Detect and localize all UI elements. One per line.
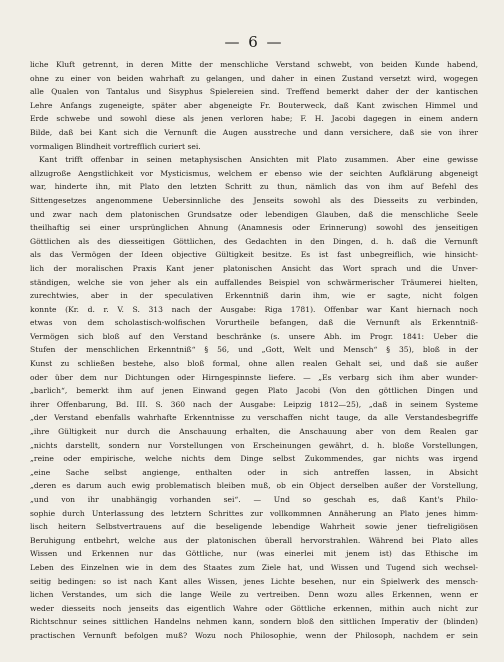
text-line: Leben des Einzelnen wie in dem des Staates zum Ziele hat, und Wissen und Tugend sich wechsel- — [30, 562, 478, 572]
text-line: lichen Verstandes, um sich die lange Weile zu vertreiben. Denn wozu alles Erkennen, wenn er — [30, 590, 478, 600]
text-line: war, hinderte ihn, mit Plato den letzten Schritt zu thun, nämlich das von ihm auf Befehl des — [30, 182, 478, 192]
text-line: seitig bedingen: so ist nach Kant alles Wissen, jenes Lichte besehen, nur ein Spielwerk des mensch- — [30, 576, 478, 586]
text-line: allzugroße Aengstlichkeit vor Mysticismus, welchem er ebenso wie der seichten Aufklärung abgeneigt — [30, 168, 478, 178]
text-line: Bilde, daß bei Kant sich die Vernunft die Augen ausstreche und dann versichere, daß sie von ihrer — [30, 127, 478, 137]
text-line: „reine oder empirische, welche nichts dem Dinge selbst Zukommendes, gar nichts was irgend — [30, 454, 478, 464]
text-line: zurechtwies, aber in der speculativen Erkenntniß darin ihm, wie er sagte, nicht folgen — [30, 291, 478, 301]
text-line: lisch heitern Selbstvertrauens auf die beseligende lebendige Wahrheit sowie jener tiefreligiösen — [30, 522, 478, 532]
text-line: Lehre Anfangs zugeneigte, später aber abgeneigte Fr. Bouterweck, daß Kant zwischen Himmel und — [30, 100, 478, 110]
text-line: Göttlichen als des diesseitigen Göttlichen, des Gedachten in den Dingen, d. h. daß die Vernunft — [30, 236, 478, 246]
text-line: theilhaftig sei einer ursprünglichen Ahnung (Anamnesis oder Erinnerung) sowohl des jenseitigen — [30, 223, 478, 233]
text-line: „ihre Gültigkeit nur durch die Anschauung erhalten, die Anschauung aber von dem Realen gar — [30, 427, 478, 437]
text-line: Erde schwebe und sowohl diese als jenen verloren habe; F. H. Jacobi dagegen in einem andern — [30, 114, 478, 124]
text-line: ständigen, welche sie von jeher als ein auffallendes Beispiel von schwärmerischer Träumerei hielten, — [30, 277, 478, 287]
text-line: liche Kluft getrennt, in deren Mitte der menschliche Verstand schwebt, von beiden Kunde habend, — [30, 60, 478, 69]
text-line: oder über dem nur Dichtungen oder Hirngespinnste liefere. — „Es verbarg sich ihm aber wunder- — [30, 372, 478, 382]
text-line: weder diesseits noch jenseits das eigentlich Wahre oder Göttliche erkennen, mithin auch nicht zur — [30, 603, 478, 613]
body-text — [30, 58, 478, 643]
text-line: etwas von dem scholastisch-wolfischen Vorurtheile befangen, daß die Vernunft als Erkenntniß- — [30, 318, 478, 328]
text-line: „barlich“, bemerkt ihm auf jenen Einwand gegen Plato Jacobi (Von den göttlichen Dingen und — [30, 386, 478, 396]
text-line: sophie durch Unterlassung des letztern Schrittes zur vollkommnen Annäherung an Plato jenes himm- — [30, 508, 478, 518]
text-line: Richtschnur seines sittlichen Handelns nehmen kann, sondern bloß den sittlichen Imperativ der (blinden) — [30, 617, 478, 627]
text-line: vormaligen Blindheit vortrefflich curiert sei. — [30, 141, 201, 151]
text-line: Kunst zu schließen bestehe, also bloß formal, ohne allen realen Gehalt sei, und daß sie außer — [30, 359, 478, 369]
text-line: „und von ihr unabhängig vorhanden sei“. — Und so geschah es, daß Kant's Philo- — [30, 495, 478, 504]
text-line: „eine Sache selbst angienge, enthalten oder in sich antreffen lassen, in Absicht — [30, 467, 478, 477]
text-line: Vermögen sich bloß auf den Verstand beschränke (s. unsere Abh. im Progr. 1841: Ueber die — [30, 331, 478, 341]
text-line: Wissen und Erkennen nur das Göttliche, nur (was einerlei mit jenem ist) das Ethische im — [30, 549, 478, 559]
text-line: Kant trifft offenbar in seinen metaphysischen Ansichten mit Plato zusammen. Aber eine gewisse — [39, 155, 478, 165]
text-line: alle Qualen von Tantalus und Sisyphus Spielereien sind. Treffend bemerkt daher der der kantischen — [30, 87, 478, 97]
text-line: Stufen der menschlichen Erkenntniß“ § 56, und „Gott, Welt und Mensch“ § 35), bloß in der — [30, 345, 478, 355]
page-header — [30, 32, 478, 52]
text-line: Beruhigung entbehrt, welche aus der platonischen überall hervorstrahlen. Während bei Plato alles — [30, 535, 478, 545]
text-line: als das Vermögen der Ideen objective Gültigkeit besitze. Es ist fast unbegreiflich, wie hinsicht- — [30, 250, 478, 260]
text-line: „nichts darstellt, sondern nur Vorstellungen von Erscheinungen gewährt, d. h. bloße Vorstellungen, — [30, 440, 478, 450]
text-line: konnte (Kr. d. r. V. S. 313 nach der Ausgabe: Riga 1781). Offenbar war Kant hiernach noch — [30, 304, 478, 314]
text-line: Sittengesetzes angenommene Uebersinnliche des Jenseits sowohl als des Diesseits zu verbinden, — [30, 195, 478, 205]
page-number: — 6 — — [224, 33, 284, 51]
text-line: und zwar nach dem platonischen Grundsatze oder lebendigen Glauben, daß die menschliche Seele — [30, 209, 478, 219]
text-line: ihrer Offenbarung, Bd. III. S. 360 nach der Ausgabe: Leipzig 1812—25), „daß in seinem Systeme — [30, 399, 478, 409]
text-line: lich der moralischen Praxis Kant jener platonischen Ansicht das Wort sprach und die Unver- — [30, 263, 478, 273]
text-line: „der Verstand ebenfalls wahrhafte Erkenntnisse zu verschaffen nicht tauge, da alle Verstandesbegriffe — [30, 413, 478, 423]
text-line: ohne zu einer von beiden wahrhaft zu gelangen, und daher in einen Zustand versetzt wird, wogegen — [30, 73, 478, 83]
text-line: practischen Vernunft befolgen muß? Wozu noch Philosophie, wenn der Philosoph, nachdem er sein — [30, 630, 478, 640]
text-line: „deren es darum auch ewig problematisch bleiben muß, ob ein Object derselben außer der Vorstellung, — [30, 481, 478, 491]
